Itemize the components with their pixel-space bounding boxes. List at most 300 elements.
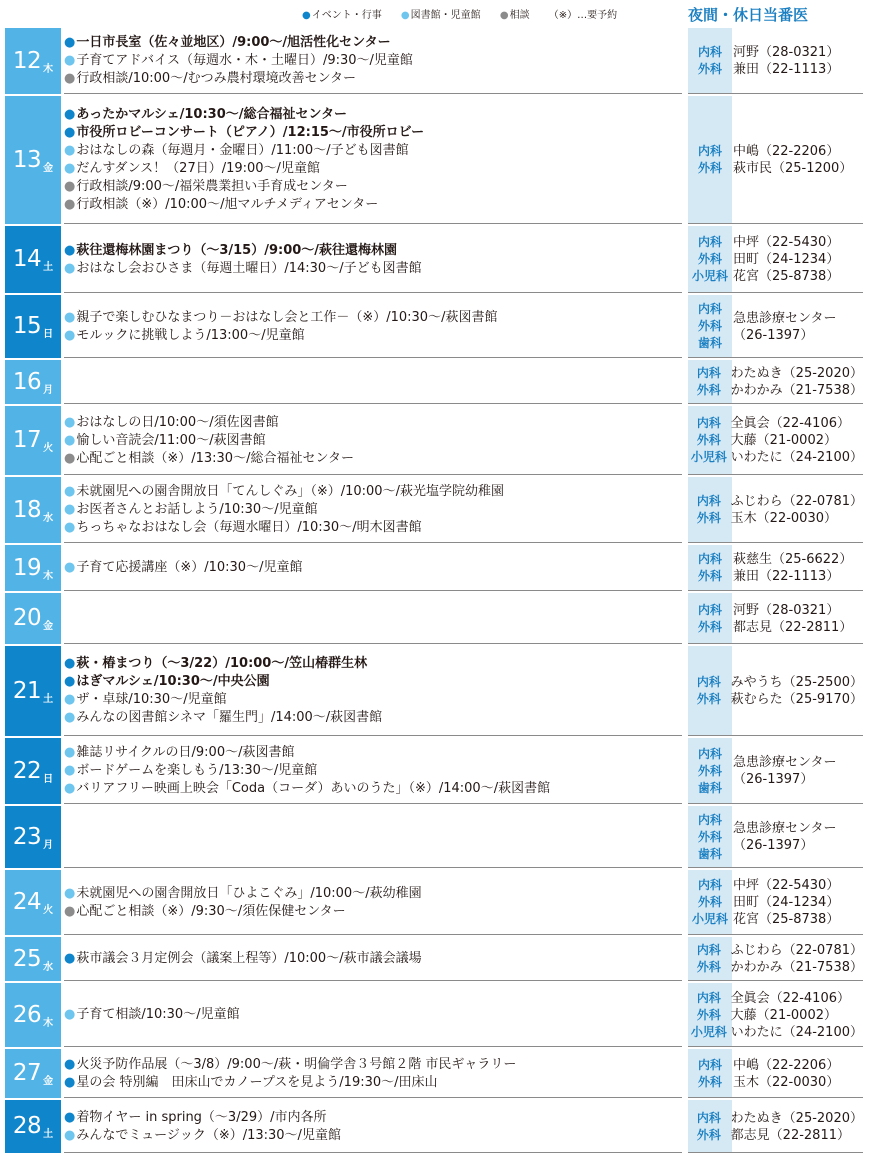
dept-label: 外科 xyxy=(697,763,722,778)
event-list xyxy=(64,806,684,868)
event-text: 愉しい音読会/11:00～/萩図書館 xyxy=(76,432,266,448)
doctor-list xyxy=(732,551,852,585)
row-divider xyxy=(64,357,682,358)
doctor-name: 花宮（25-8738） xyxy=(733,912,840,927)
doctor-name: （26-1397） xyxy=(733,838,814,853)
dept-label: 内科 xyxy=(696,943,721,957)
event-dot-icon: ● xyxy=(64,35,76,50)
legend-event xyxy=(302,10,390,21)
event-item xyxy=(64,1074,684,1092)
doctor-list xyxy=(732,310,836,344)
event-text: 市役所ロビーコンサート（ピアノ）/12:15～/市役所ロビー xyxy=(76,125,425,140)
doctor-list xyxy=(732,754,836,788)
row-divider xyxy=(64,223,682,224)
doctor-name: 大藤（21-0002） xyxy=(730,1007,837,1023)
dept-list xyxy=(688,674,730,708)
doctor-name: 全眞会（22-4106） xyxy=(730,990,850,1006)
day-label xyxy=(5,360,61,404)
event-text: ボードゲームを楽しもう/13:30～/児童館 xyxy=(76,763,318,778)
event-text: みんなでミュージック（※）/13:30～/児童館 xyxy=(76,1127,341,1143)
dept-label: 外科 xyxy=(697,62,722,76)
library-dot-icon: ● xyxy=(64,309,76,325)
event-item xyxy=(64,483,684,501)
doctor-list xyxy=(730,990,863,1041)
dept-label: 小児科 xyxy=(690,1024,727,1039)
day-row xyxy=(0,28,869,94)
day-row xyxy=(0,646,869,736)
row-divider xyxy=(64,643,682,644)
dept-label: 内科 xyxy=(696,366,721,380)
doctor-name: 兼田（22-1113） xyxy=(733,62,840,77)
dept-list xyxy=(688,942,730,976)
doctor-name: 大藤（21-0002） xyxy=(730,433,837,448)
day-number: 27 xyxy=(12,1060,42,1086)
dept-label: 外科 xyxy=(697,829,722,844)
doctor-cell xyxy=(688,1049,863,1098)
night-doctor-title: 夜間・休日当番医 xyxy=(688,6,809,24)
library-dot-icon: ● xyxy=(64,414,76,430)
row-divider xyxy=(64,1152,682,1153)
event-list xyxy=(64,226,684,293)
library-dot-icon: ● xyxy=(64,161,76,176)
library-dot-icon: ● xyxy=(64,484,76,499)
day-of-week: 水 xyxy=(43,512,54,524)
event-item xyxy=(64,309,684,327)
doctor-cell xyxy=(688,295,863,358)
dept-label: 内科 xyxy=(697,746,722,761)
doctor-name: 花宮（25-8738） xyxy=(733,269,840,284)
library-dot-icon: ● xyxy=(64,692,76,707)
day-number: 22 xyxy=(12,757,42,784)
doctor-cell xyxy=(688,406,863,475)
doctor-list xyxy=(730,365,863,399)
event-text: 行政相談/9:00～/福栄農業担い手育成センター xyxy=(76,179,348,194)
library-dot-icon: ● xyxy=(64,710,76,725)
event-item xyxy=(64,691,684,709)
day-label xyxy=(5,1049,61,1098)
day-label xyxy=(5,937,61,981)
library-dot-icon: ● xyxy=(64,53,76,68)
event-dot-icon: ● xyxy=(64,951,76,966)
doctor-cell xyxy=(688,937,863,981)
event-dot-icon: ● xyxy=(302,10,311,21)
dept-list xyxy=(688,551,732,585)
day-of-week: 火 xyxy=(43,905,54,916)
event-list xyxy=(64,593,684,644)
dept-label: 小児科 xyxy=(691,912,728,926)
day-label xyxy=(5,406,61,475)
library-dot-icon: ● xyxy=(64,143,76,158)
doctor-name: 都志見（22-2811） xyxy=(730,1127,850,1143)
library-dot-icon: ● xyxy=(64,763,76,778)
day-number: 21 xyxy=(12,677,42,704)
consult-dot-icon: ● xyxy=(64,903,76,919)
event-item xyxy=(64,1127,684,1145)
doctor-cell xyxy=(688,545,863,591)
dept-list xyxy=(688,812,732,863)
day-number: 15 xyxy=(12,313,42,339)
doctor-name: 玉木（22-0030） xyxy=(730,511,837,526)
event-item xyxy=(64,885,684,903)
event-list xyxy=(64,870,684,935)
day-row xyxy=(0,593,869,644)
doctor-name: 中坪（22-5430） xyxy=(733,878,840,893)
day-number: 26 xyxy=(12,1001,42,1028)
doctor-cell xyxy=(688,806,863,868)
dept-label: 内科 xyxy=(697,812,722,827)
event-text: 星の会 特別編 田床山でカノープスを見よう/19:30～/田床山 xyxy=(76,1074,438,1090)
dept-label: 内科 xyxy=(696,494,721,508)
dept-label: 外科 xyxy=(697,252,722,266)
doctor-name: 急患診療センター xyxy=(733,310,837,326)
day-label xyxy=(5,28,61,94)
doctor-cell xyxy=(688,1100,863,1153)
dept-label: 外科 xyxy=(696,960,721,974)
event-item xyxy=(64,709,684,727)
day-row xyxy=(0,738,869,804)
doctor-name: わたぬき（25-2020） xyxy=(730,366,863,381)
doctor-name: みやうち（25-2500） xyxy=(730,675,863,690)
day-row xyxy=(0,406,869,475)
dept-label: 外科 xyxy=(696,511,721,525)
event-list xyxy=(64,983,684,1047)
day-row xyxy=(0,295,869,358)
dept-label: 外科 xyxy=(697,1074,722,1089)
event-text: 未就園児への園舎開放日「てんしぐみ」（※）/10:00～/萩光塩学院幼稚園 xyxy=(76,484,504,499)
event-item xyxy=(64,903,684,921)
day-number: 12 xyxy=(12,47,42,74)
day-row xyxy=(0,96,869,224)
event-list xyxy=(64,406,684,475)
day-of-week: 金 xyxy=(43,1076,54,1087)
event-item xyxy=(64,450,684,468)
event-item xyxy=(64,34,684,52)
doctor-name: 中嶋（22-2206） xyxy=(733,144,840,159)
event-dot-icon: ● xyxy=(64,1109,76,1125)
dept-label: 外科 xyxy=(697,319,722,333)
day-label xyxy=(5,477,61,543)
dept-list xyxy=(688,877,732,928)
event-item xyxy=(64,950,684,968)
row-divider xyxy=(64,403,682,404)
day-of-week: 土 xyxy=(43,693,54,705)
consult-dot-icon: ● xyxy=(499,10,509,21)
doctor-name: ふじわら（22-0781） xyxy=(730,494,863,509)
doctor-cell xyxy=(688,983,863,1047)
row-divider xyxy=(64,867,682,868)
event-text: 着物イヤー in spring（～3/29）/市内各所 xyxy=(76,1109,327,1125)
dept-label: 内科 xyxy=(696,990,721,1005)
day-label xyxy=(5,983,61,1047)
day-label xyxy=(5,738,61,804)
library-dot-icon: ● xyxy=(64,1127,76,1143)
event-item xyxy=(64,1006,684,1024)
doctor-list xyxy=(732,820,836,854)
day-number: 20 xyxy=(12,605,42,631)
doctor-cell xyxy=(688,593,863,644)
doctor-name: 中坪（22-5430） xyxy=(733,235,840,250)
row-divider xyxy=(64,474,682,475)
row-divider xyxy=(64,735,682,736)
doctor-list xyxy=(732,234,839,285)
doctor-list xyxy=(730,674,863,708)
dept-list xyxy=(688,746,732,797)
dept-label: 外科 xyxy=(697,895,722,909)
library-dot-icon: ● xyxy=(64,502,76,517)
library-dot-icon: ● xyxy=(400,10,410,21)
doctor-name: 全眞会（22-4106） xyxy=(730,416,850,431)
dept-label: 内科 xyxy=(697,235,722,249)
dept-label: 内科 xyxy=(697,878,722,892)
event-text: みんなの図書館シネマ「羅生門」/14:00～/萩図書館 xyxy=(76,710,383,725)
doctor-list xyxy=(732,1057,839,1091)
event-text: 心配ごと相談（※）/9:30～/須佐保健センター xyxy=(76,903,346,919)
doctor-name: 田町（24-1234） xyxy=(733,252,840,267)
row-divider xyxy=(64,590,682,591)
event-list xyxy=(64,545,684,591)
event-text: 萩市議会３月定例会（議案上程等）/10:00～/萩市議会議場 xyxy=(76,951,422,966)
day-row xyxy=(0,226,869,293)
event-text: おはなし会おひさま（毎週土曜日）/14:30～/子ども図書館 xyxy=(76,260,422,276)
doctor-name: かわかみ（21-7538） xyxy=(730,960,863,975)
dept-list xyxy=(688,143,732,177)
day-row xyxy=(0,1100,869,1153)
dept-label: 外科 xyxy=(696,1007,721,1022)
legend-event-label: イベント・行事 xyxy=(311,10,382,21)
event-dot-icon: ● xyxy=(64,242,76,258)
legend-consult-label: 相談 xyxy=(509,10,530,21)
event-text: 雑誌リサイクルの日/9:00～/萩図書館 xyxy=(76,745,295,760)
event-item xyxy=(64,196,684,214)
doctor-name: 萩市民（25-1200） xyxy=(733,161,853,176)
event-dot-icon: ● xyxy=(64,674,76,689)
day-of-week: 水 xyxy=(43,961,54,973)
dept-label: 内科 xyxy=(697,45,722,59)
library-dot-icon: ● xyxy=(64,520,76,535)
doctor-cell xyxy=(688,360,863,404)
day-of-week: 月 xyxy=(43,384,54,396)
day-number: 13 xyxy=(12,146,42,173)
doctor-name: ふじわら（22-0781） xyxy=(730,943,863,958)
library-dot-icon: ● xyxy=(64,885,76,901)
legend-library xyxy=(401,10,489,21)
row-divider xyxy=(64,1046,682,1047)
dept-label: 内科 xyxy=(697,302,722,316)
event-text: 心配ごと相談（※）/13:30～/総合福祉センター xyxy=(76,450,354,466)
consult-dot-icon: ● xyxy=(64,71,76,86)
event-text: 子育て応援講座（※）/10:30～/児童館 xyxy=(76,560,303,575)
row-divider xyxy=(64,934,682,935)
event-text: 子育て相談/10:30～/児童館 xyxy=(76,1007,240,1022)
event-item xyxy=(64,501,684,519)
dept-list xyxy=(688,44,732,78)
row-divider xyxy=(64,980,682,981)
day-of-week: 土 xyxy=(43,1129,54,1140)
dept-list xyxy=(688,301,732,352)
event-list xyxy=(64,28,684,94)
library-dot-icon: ● xyxy=(64,781,76,796)
event-item xyxy=(64,70,684,88)
consult-dot-icon: ● xyxy=(64,450,76,466)
dept-label: 内科 xyxy=(697,552,722,566)
day-row xyxy=(0,983,869,1047)
library-dot-icon: ● xyxy=(64,260,76,276)
day-of-week: 火 xyxy=(43,443,54,454)
event-list xyxy=(64,738,684,804)
event-list xyxy=(64,96,684,224)
dept-label: 歯科 xyxy=(697,846,722,861)
doctor-cell xyxy=(688,96,863,224)
dept-label: 外科 xyxy=(697,569,722,583)
event-text: 行政相談/10:00～/むつみ農村環境改善センター xyxy=(76,71,357,86)
event-text: 行政相談（※）/10:00～/旭マルチメディアセンター xyxy=(76,197,379,212)
day-number: 23 xyxy=(12,823,42,850)
event-text: 萩・椿まつり（～3/22）/10:00～/笠山椿群生林 xyxy=(76,656,368,671)
event-item xyxy=(64,780,684,798)
day-number: 24 xyxy=(12,889,42,915)
dept-label: 外科 xyxy=(697,161,722,175)
dept-label: 内科 xyxy=(696,416,721,430)
doctor-name: 急患診療センター xyxy=(733,821,837,836)
dept-list xyxy=(688,990,730,1041)
day-label xyxy=(5,806,61,868)
event-text: ちっちゃなおはなし会（毎週水曜日）/10:30～/明木図書館 xyxy=(76,520,422,535)
event-list xyxy=(64,646,684,736)
event-text: 親子で楽しむひなまつり－おはなし会と工作－（※）/10:30～/萩図書館 xyxy=(76,309,498,325)
doctor-name: 玉木（22-0030） xyxy=(733,1074,840,1090)
dept-label: 外科 xyxy=(697,619,722,634)
dept-list xyxy=(688,415,730,466)
doctor-name: 都志見（22-2811） xyxy=(733,619,853,635)
day-row xyxy=(0,1049,869,1098)
event-item xyxy=(64,744,684,762)
dept-label: 内科 xyxy=(696,675,721,689)
doctor-name: 中嶋（22-2206） xyxy=(733,1057,840,1073)
doctor-list xyxy=(730,493,863,527)
event-dot-icon: ● xyxy=(64,1074,76,1090)
doctor-list xyxy=(730,415,863,466)
event-list xyxy=(64,360,684,404)
doctor-list xyxy=(732,602,852,636)
event-item xyxy=(64,1109,684,1127)
day-label xyxy=(5,646,61,736)
day-of-week: 木 xyxy=(43,570,54,582)
event-text: バリアフリー映画上映会「Coda（コーダ）あいのうた」（※）/14:00～/萩図書館 xyxy=(76,781,551,796)
event-item xyxy=(64,432,684,450)
doctor-name: いわたに（24-2100） xyxy=(730,1024,863,1040)
doctor-list xyxy=(732,44,839,78)
event-dot-icon: ● xyxy=(64,107,76,122)
event-item xyxy=(64,327,684,345)
dept-list xyxy=(688,1057,732,1091)
event-item xyxy=(64,52,684,70)
event-item xyxy=(64,142,684,160)
event-dot-icon: ● xyxy=(64,1056,76,1072)
dept-label: 歯科 xyxy=(697,336,722,350)
day-row xyxy=(0,806,869,868)
doctor-list xyxy=(732,143,852,177)
event-list xyxy=(64,937,684,981)
row-divider xyxy=(64,93,682,94)
day-of-week: 土 xyxy=(43,262,54,273)
dept-label: 内科 xyxy=(697,144,722,158)
event-item xyxy=(64,414,684,432)
dept-list xyxy=(688,365,730,399)
library-dot-icon: ● xyxy=(64,745,76,760)
day-number: 28 xyxy=(12,1113,42,1139)
doctor-cell xyxy=(688,646,863,736)
legend-reserve: （※）…要予約 xyxy=(548,10,618,21)
doctor-name: 萩慈生（25-6622） xyxy=(733,552,853,567)
event-item xyxy=(64,124,684,142)
event-text: 萩往還梅林園まつり（～3/15）/9:00～/萩往還梅林園 xyxy=(76,242,398,258)
day-label xyxy=(5,295,61,358)
doctor-name: 兼田（22-1113） xyxy=(733,569,840,584)
event-item xyxy=(64,160,684,178)
day-of-week: 金 xyxy=(43,621,54,632)
dept-label: 歯科 xyxy=(697,780,722,795)
day-label xyxy=(5,870,61,935)
doctor-list xyxy=(732,877,839,928)
dept-label: 内科 xyxy=(697,1057,722,1072)
event-text: モルックに挑戦しよう/13:00～/児童館 xyxy=(76,327,305,343)
dept-list xyxy=(688,1110,730,1144)
dept-label: 外科 xyxy=(696,692,721,706)
day-label xyxy=(5,593,61,644)
day-label xyxy=(5,226,61,293)
legend xyxy=(302,8,625,24)
day-number: 18 xyxy=(12,496,42,523)
day-row xyxy=(0,360,869,404)
event-text: お医者さんとお話しよう/10:30～/児童館 xyxy=(76,502,318,517)
doctor-name: （26-1397） xyxy=(733,327,814,343)
event-list xyxy=(64,477,684,543)
consult-dot-icon: ● xyxy=(64,179,76,194)
doctor-name: 萩むらた（25-9170） xyxy=(730,692,863,707)
day-of-week: 日 xyxy=(43,329,54,340)
event-item xyxy=(64,1056,684,1074)
doctor-name: いわたに（24-2100） xyxy=(730,450,863,465)
day-number: 17 xyxy=(12,427,42,453)
day-row xyxy=(0,477,869,543)
day-label xyxy=(5,545,61,591)
dept-label: 外科 xyxy=(696,433,721,447)
event-item xyxy=(64,673,684,691)
event-text: おはなしの森（毎週月・金曜日）/11:00～/子ども図書館 xyxy=(76,143,409,158)
event-text: 火災予防作品展（～3/8）/9:00～/萩・明倫学舎３号館２階 市民ギャラリー xyxy=(76,1056,517,1072)
doctor-cell xyxy=(688,28,863,94)
doctor-name: 急患診療センター xyxy=(733,755,837,770)
row-divider xyxy=(64,1097,682,1098)
library-dot-icon: ● xyxy=(64,1007,76,1022)
event-item xyxy=(64,519,684,537)
doctor-list xyxy=(730,942,863,976)
event-list xyxy=(64,1049,684,1098)
doctor-name: 田町（24-1234） xyxy=(733,895,840,910)
library-dot-icon: ● xyxy=(64,560,76,575)
event-item xyxy=(64,559,684,577)
dept-label: 小児科 xyxy=(690,450,727,464)
dept-list xyxy=(688,602,732,636)
event-text: あったかマルシェ/10:30～/総合福祉センター xyxy=(76,107,347,122)
dept-list xyxy=(688,493,730,527)
day-row xyxy=(0,937,869,981)
doctor-cell xyxy=(688,870,863,935)
dept-list xyxy=(688,234,732,285)
event-item xyxy=(64,242,684,260)
event-dot-icon: ● xyxy=(64,125,76,140)
event-text: だんすダンス！（27日）/19:00～/児童館 xyxy=(76,161,320,176)
